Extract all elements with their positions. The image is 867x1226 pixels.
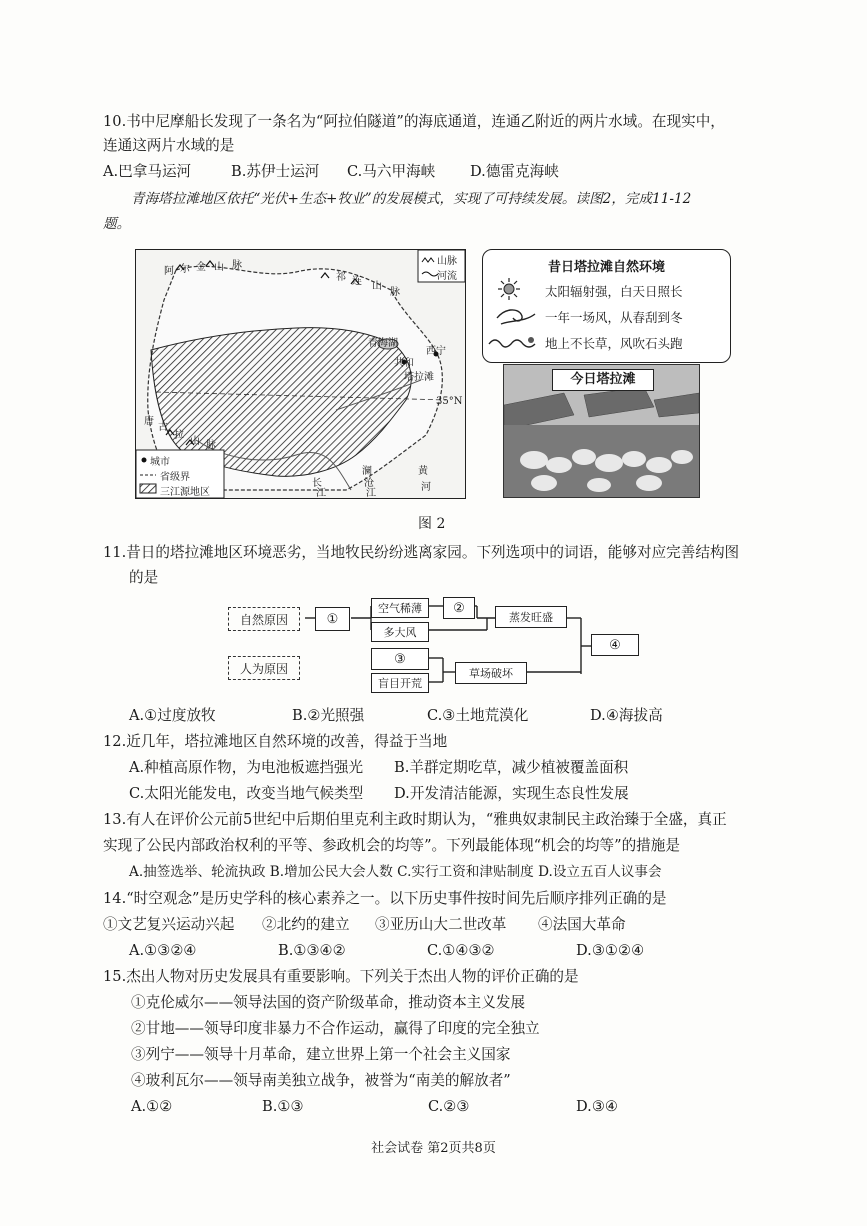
- q10-option-c: C.马六甲海峡: [347, 163, 436, 180]
- q12-option-c: C.太阳光能发电，改变当地气候类型: [129, 785, 364, 802]
- map-label: 长: [312, 478, 322, 489]
- map-label: 金: [196, 262, 206, 273]
- map-label: 祁: [336, 272, 346, 283]
- q15-option-b: B.①③: [262, 1098, 304, 1115]
- q14-option-b: B.①③④②: [278, 942, 346, 959]
- q13-line1: 13.有人在评价公元前5世纪中后期伯里克利主政时期认为，“雅典奴隶制民主政治臻于全盛，真正: [103, 811, 727, 828]
- q11-option-b: B.②光照强: [292, 707, 365, 724]
- q10-line1: 10.书中尼摩船长发现了一条名为“阿拉伯隧道”的海底通道，连通乙附近的两片水域。在现实中，: [103, 113, 725, 130]
- q12-option-d: D.开发清洁能源，实现生态良性发展: [394, 785, 629, 802]
- map-label: 山: [190, 436, 200, 447]
- intro-line1: 青海塔拉滩地区依托“光伏+生态+牧业”的发展模式，实现了可持续发展。读图2，完成11-12: [131, 191, 692, 207]
- past-environment-box: [482, 249, 731, 363]
- grassland-damage-box: 草场破坏: [455, 662, 527, 684]
- q11-option-c: C.③土地荒漠化: [427, 707, 529, 724]
- map-label: 山: [214, 262, 224, 273]
- windy-box: 多大风: [371, 622, 429, 642]
- env-title: 昔日塔拉滩自然环境: [547, 260, 665, 275]
- q10-option-a: A.巴拿马运河: [103, 163, 192, 180]
- map-label: 塔拉滩: [404, 372, 434, 383]
- map-label: 黄: [418, 466, 428, 477]
- photo-title: 今日塔拉滩: [552, 369, 654, 391]
- q11-line2: 的是: [129, 569, 159, 586]
- q14-event-3: ③亚历山大二世改革: [375, 916, 507, 933]
- blank-4-box: ④: [591, 634, 639, 656]
- sun-icon: [497, 278, 521, 300]
- page-footer: 社会试卷 第2页共8页: [371, 1141, 496, 1156]
- q15-item-2: ②甘地——领导印度非暴力不合作运动，赢得了印度的完全独立: [131, 1020, 540, 1037]
- today-talatan-photo: [503, 364, 700, 498]
- figure-caption: 图 2: [418, 516, 446, 532]
- q14-line1: 14.“时空观念”是历史学科的核心素养之一。以下历史事件按时间先后顺序排列正确的是: [103, 890, 667, 907]
- qinghai-map: [135, 249, 466, 499]
- q13-options: A.抽签选举、轮流执政 B.增加公民大会人数 C.实行工资和津贴制度 D.设立五百人议事会: [129, 864, 662, 880]
- blank-3-box: ③: [371, 648, 429, 670]
- map-label: 拉: [174, 430, 184, 441]
- map-label: 山: [372, 281, 382, 292]
- map-label: 阿: [164, 266, 174, 277]
- q14-event-4: ④法国大革命: [538, 916, 626, 933]
- human-cause-box: 人为原因: [228, 656, 300, 680]
- map-label: 连: [352, 276, 362, 287]
- q10-line2: 连通这两片水域的是: [103, 137, 235, 154]
- legend-mountain: 山脉: [437, 256, 457, 267]
- q10-option-b: B.苏伊士运河: [231, 163, 320, 180]
- map-label: 尔: [180, 264, 190, 275]
- map-label: 唐: [144, 416, 154, 427]
- q15-item-4: ④玻利瓦尔——领导南美独立战争，被誉为“南美的解放者”: [131, 1072, 511, 1089]
- q11-option-d: D.④海拔高: [590, 707, 663, 724]
- legend-province-border: 省级界: [160, 472, 190, 483]
- map-label: 共和: [394, 358, 414, 369]
- q14-event-1: ①文艺复兴运动兴起: [103, 916, 235, 933]
- legend-city-symbol: [142, 458, 147, 463]
- env-line-3: 地上不长草，风吹石头跑: [545, 336, 683, 351]
- legend-city: 城市: [150, 457, 170, 468]
- map-label: 脉: [232, 260, 242, 271]
- legend-sanjiangyuan: 三江源地区: [160, 487, 210, 498]
- blank-2-box: ②: [443, 597, 475, 619]
- env-line-1: 太阳辐射强，白天日照长: [545, 284, 683, 299]
- q14-option-d: D.③①②④: [576, 942, 645, 959]
- q12-option-a: A.种植高原作物，为电池板遮挡强光: [129, 759, 364, 776]
- evaporation-box: 蒸发旺盛: [495, 606, 567, 628]
- map-label: 澜: [362, 466, 372, 477]
- q15-option-d: D.③④: [576, 1098, 618, 1115]
- q11-line1: 11.昔日的塔拉滩地区环境恶劣，当地牧民纷纷逃离家园。下列选项中的词语，能够对应完善结构图: [103, 544, 740, 561]
- q15-item-1: ①克伦威尔——领导法国的资产阶级革命，推动资本主义发展: [131, 994, 526, 1011]
- map-label: 青海湖: [368, 338, 398, 349]
- q15-line1: 15.杰出人物对历史发展具有重要影响。下列关于杰出人物的评价正确的是: [103, 968, 579, 985]
- map-label: 西宁: [426, 346, 446, 357]
- blank-1-box: ①: [315, 607, 350, 631]
- natural-cause-box: 自然原因: [228, 607, 300, 631]
- map-label: 脉: [206, 440, 216, 451]
- q15-item-3: ③列宁——领导十月革命，建立世界上第一个社会主义国家: [131, 1046, 511, 1063]
- stone-icon: [487, 332, 541, 352]
- legend-area-symbol: [140, 484, 156, 493]
- q14-option-a: A.①③②④: [129, 942, 197, 959]
- legend-river: 河流: [437, 271, 457, 282]
- map-label: 35°N: [436, 396, 463, 407]
- q15-option-c: C.②③: [428, 1098, 470, 1115]
- thin-air-box: 空气稀薄: [371, 598, 429, 618]
- q14-option-c: C.①④③②: [427, 942, 495, 959]
- map-label: 沧: [364, 478, 374, 489]
- q13-line2: 实现了公民内部政治权利的平等、参政机会的均等”。下列最能体现“机会的均等”的措施是: [103, 837, 680, 854]
- blind-reclamation-box: 盲目开荒: [371, 673, 429, 693]
- q15-option-a: A.①②: [131, 1098, 173, 1115]
- map-label: 脉: [390, 287, 400, 298]
- wind-icon: [495, 304, 539, 328]
- q10-option-d: D.德雷克海峡: [470, 163, 559, 180]
- q14-event-2: ②北约的建立: [262, 916, 350, 933]
- q12-line1: 12.近几年，塔拉滩地区自然环境的改善，得益于当地: [103, 733, 448, 750]
- q11-option-a: A.①过度放牧: [129, 707, 216, 724]
- map-label: 河: [421, 482, 431, 493]
- map-label: 江: [316, 488, 326, 499]
- q12-option-b: B.羊群定期吃草，减少植被覆盖面积: [394, 759, 629, 776]
- map-label: 古: [158, 422, 168, 433]
- env-line-2: 一年一场风，从春刮到冬: [545, 310, 683, 325]
- intro-line2: 题。: [103, 216, 131, 232]
- map-label: 江: [366, 488, 376, 499]
